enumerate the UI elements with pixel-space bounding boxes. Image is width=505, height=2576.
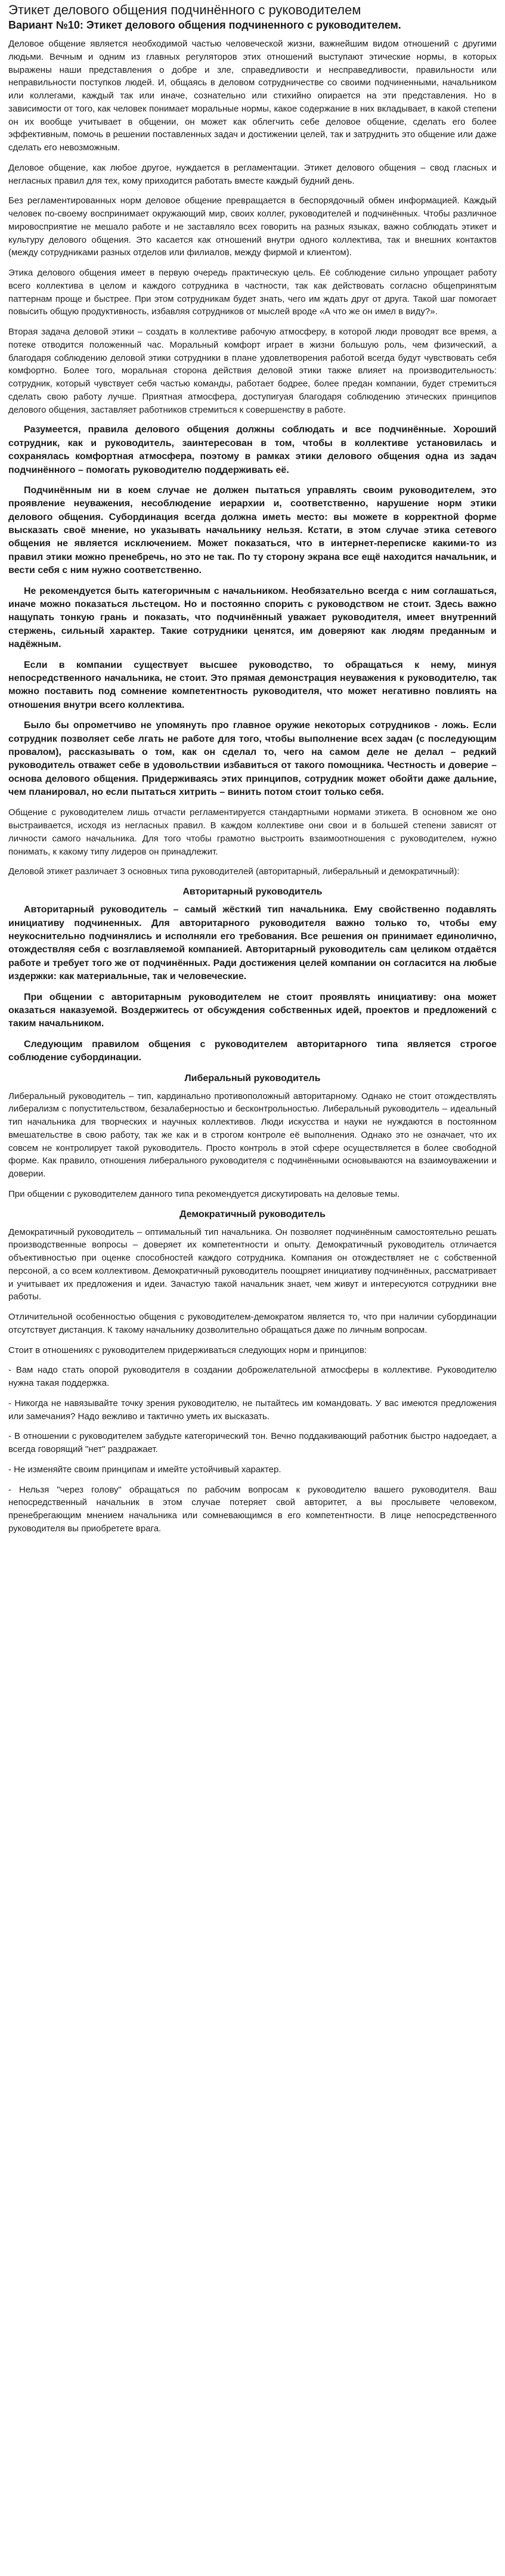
section-heading: Либеральный руководитель (184, 1073, 321, 1083)
paragraph: - Вам надо стать опорой руководителя в создании доброжелательной атмосферы в коллективе. Руководителю нужна такая поддержка. (8, 1365, 497, 1389)
paragraph: - Не изменяйте своим принципам и имейте устойчивый характер. (8, 1464, 281, 1475)
article-body (8, 38, 497, 1535)
paragraph: Вторая задача деловой этики – создать в коллективе рабочую атмосферу, в которой люди проводят все время, а потеке отводится положенный час. Моральный комфорт играет в жизни большую роль, чем физический, а благодаря соблюдению деловой этики сотрудники в плане удовлетворения работой всегда будут чувствовать себя комфортно. Более того, моральная сторона действия деловой этики также влияет на производительность: сотрудник, который чувствует себя частью команды, работает бодрее, более предан компании, будет стремиться сделать свою работу лучше. Приятная атмосфера, доступигуая благодаря соблюдению этических принципов делового общения, заставляет работников стремиться к совершенству в работе. (8, 327, 497, 415)
bold-paragraph: Подчинённым ни в коем случае не должен пытаться управлять своим руководителем, это проявление неуважения, несоблюдение иерархии и, соответственно, нарушение норм этики делового общения. Субординация всегда должна иметь место: вы можете в корректной форме высказать своё мнение, но указывать начальнику нельзя. Кстати, в этом случае этика сетевого общения не является исключением. Может показаться, что в интернет-переписке какими-то из правил этики можно пренебречь, но это не так. По ту сторону экрана все ещё находится начальник, и вести себя с ним нужно соответственно. (8, 485, 497, 576)
paragraph: Этика делового общения имеет в первую очередь практическую цель. Её соблюдение сильно упрощает работу всего коллектива в целом и каждого сотрудника в частности, так как действовать согласно общепринятым паттернам проще и быстрее. При этом сотрудникам будет знать, чего им ждать друг от друга. Такой шаг помогает повысить общую продуктивность, избавляя сотрудников от мыслей вроде «А что же он имел в виду?». (8, 268, 497, 317)
paragraph: Либеральный руководитель – тип, кардинально противоположный авторитарному. Однако не стоит отождествлять либерализм с попустительством, безалаберностью и бесконтрольностью. Либеральный руководитель – идеальный тип начальника для творческих и научных коллективов. Люди искусства и науки не нуждаются в постоянном вмешательстве в свою работу, так же как и в строгом контроле её выполнения. Однако это не означает, что их совсем не контролирует такой руководитель. Просто контроль в этой сфере осуществляется в более свободной форме. Как правило, отношения либерального руководителя с подчинёнными основываются на взаимоуважении и доверии. (8, 1091, 497, 1179)
paragraph: - Нельзя "через голову" обращаться по рабочим вопросам к руководителю вашего руководителя. Ваш непосредственный начальник в этом случае потеряет свой авторитет, а вы прослывете человеком, пренебрегающим мнением начальника или сомневающимся в его компетентности. В лице непосредственного руководителя вы приобретете врага. (8, 1484, 497, 1534)
paragraph: Деловое общение является необходимой частью человеческой жизни, важнейшим видом отношений с другими людьми. Вечным и одним из главных регуляторов этих отношений выступают этические нормы, в которых выражены наши представления о добре и зле, справедливости и несправедливости, правильности или неправильности поступков людей. И, общаясь в деловом сотрудничестве со своими подчиненными, начальником или коллегами, каждый так или иначе, сознательно или стихийно опирается на эти представления. Но в зависимости от того, как человек понимает моральные нормы, какое содержание в них вкладывает, в какой степени он их вообще учитывает в общении, он может как облегчить себе деловое общение, сделать его более эффективным, помочь в решении поставленных задач и достижении целей, так и затруднить это общение или даже сделать его невозможным. (8, 39, 497, 153)
bold-paragraph: Следующим правилом общения с руководителем авторитарного типа является строгое соблюдение субординации. (8, 1039, 497, 1063)
paragraph: Стоит в отношениях с руководителем придерживаться следующих норм и принципов: (8, 1345, 367, 1355)
bold-paragraph: Разумеется, правила делового общения должны соблюдать и все подчинённые. Хороший сотрудник, как и руководитель, заинтересован в том, чтобы в коллективе установилась и сохранялась комфортная атмосфера, поэтому в рамках этики делового общения одна из задач подчинённого – помогать руководителю поддерживать её. (8, 425, 497, 475)
section-heading: Авторитарный руководитель (182, 887, 323, 897)
section-heading: Демократичный руководитель (179, 1209, 326, 1219)
paragraph: При общении с руководителем данного типа рекомендуется дискутировать на деловые темы. (8, 1188, 400, 1199)
paragraph: Без регламентированных норм деловое общение превращается в беспорядочный обмен информацией. Каждый человек по-своему воспринимает окружающий мир, своих коллег, руководителей и подчинённых. Чтобы различное мировосприятие не мешало работе и не заставляло всех говорить на разных языках, важно соблюдать этикет и культуру делового общения. Это касается как отношений внутри одного коллектива, так и внешних контактов (между сотрудниками разных отделов или филиалов, между фирмой и клиентом). (8, 196, 497, 258)
bold-paragraph: Не рекомендуется быть категоричным с начальником. Необязательно всегда с ним соглашаться, иначе можно показаться льстецом. Но и постоянно спорить с руководством не стоит. Здесь важно нащупать тонкую грань и показать, что подчинённый уважает руководителя, имеет внутренний стержень, сильный характер. Такие сотрудники ценятся, им доверяют как людям преданным и надёжным. (8, 586, 497, 650)
paragraph: Деловое общение, как любое другое, нуждается в регламентации. Этикет делового общения – свод гласных и негласных правил для тех, кому приходится работать вместе каждый будний день. (8, 162, 497, 186)
paragraph: Отличительной особенностью общения с руководителем-демократом является то, что при наличии субординации отсутствует дистанция. К такому начальнику дозволительно обращаться даже по личным вопросам. (8, 1312, 497, 1335)
variant-heading: Вариант №10: Этикет делового общения подчиненного с руководителем. (8, 19, 401, 32)
bold-paragraph: Было бы опрометчиво не упомянуть про главное оружие некоторых сотрудников - ложь. Если сотрудник позволяет себе лгать не работе для того, чтобы выполнение всех задач (с последующим провалом), рассказывать о том, как он сделал то, чего на самом деле не делал – редкий руководитель отважет себе в удовольствии избавиться от такого помощника. Честность и доверие – основа делового общения. Придерживаясь этих принципов, сотрудник может обойти даже дальние, чем планировал, но если пытаться хитрить – винить потом стоит только себя. (8, 720, 497, 798)
bold-paragraph: При общении с авторитарным руководителем не стоит проявлять инициативу: она может оказаться наказуемой. Воздержитесь от обсуждения собственных идей, проектов и предложений с таким начальником. (8, 992, 497, 1029)
paragraph: Общение с руководителем лишь отчасти регламентируется стандартными нормами этикета. В основном же оно выстраивается, исходя из негласных правил. В каждом коллективе они свои и в большей степени зависят от личности самого начальника. Для того чтобы грамотно выстроить взаимоотношения с руководителем, нужно понимать, к какому типу лидеров он принадлежит. (8, 807, 497, 857)
paragraph: Деловой этикет различает 3 основных типа руководителей (авторитарный, либеральный и демократичный): (8, 866, 460, 877)
bold-paragraph: Авторитарный руководитель – самый жёсткий тип начальника. Ему свойственно подавлять инициативу подчиненных. Для авторитарного руководителя важно только то, чтобы ему неукоснительно подчинялись и исполняли его требования. Все решения он принимает единолично, отождествляя себя с возглавляемой компанией. Авторитарный руководитель сам целиком отдаётся работе и требует того же от подчинённых. Ради достижения целей компании он согласится на любые издержки: как материальные, так и человеческие. (8, 905, 497, 982)
bold-paragraph: Если в компании существует высшее руководство, то обращаться к нему, минуя непосредственного начальника, не стоит. Это прямая демонстрация неуважения к руководителю, так можно поставить под сомнение компетентность руководителя, что может негативно повлиять на отношения внутри всего коллектива. (8, 660, 497, 710)
paragraph: - В отношении с руководителем забудьте категорический тон. Вечно поддакивающий работник быстро надоедает, а всегда говорящий "нет" раздражает. (8, 1431, 497, 1455)
paragraph: Демократичный руководитель – оптимальный тип начальника. Он позволяет подчинённым самостоятельно решать производственные вопросы – доверяет их компетентности и опыту. Демократичный руководитель отличается объективностью при оценке способностей каждого сотрудника. Компания он отождествляет не с собственной персоной, а со всем коллективом. Демократичный руководитель поощряет инициативу подчинённых, рассматривает и учитывает их предложения и идеи. Зачастую такой начальник знает, чем живут и интересуются сотрудники вне работы. (8, 1227, 497, 1302)
paragraph: - Никогда не навязывайте точку зрения руководителю, не пытайтесь им командовать. У вас имеются предложения или замечания? Надо вежливо и тактично уметь их высказать. (8, 1398, 497, 1422)
page-title: Этикет делового общения подчинённого с руководителем (8, 2, 361, 17)
